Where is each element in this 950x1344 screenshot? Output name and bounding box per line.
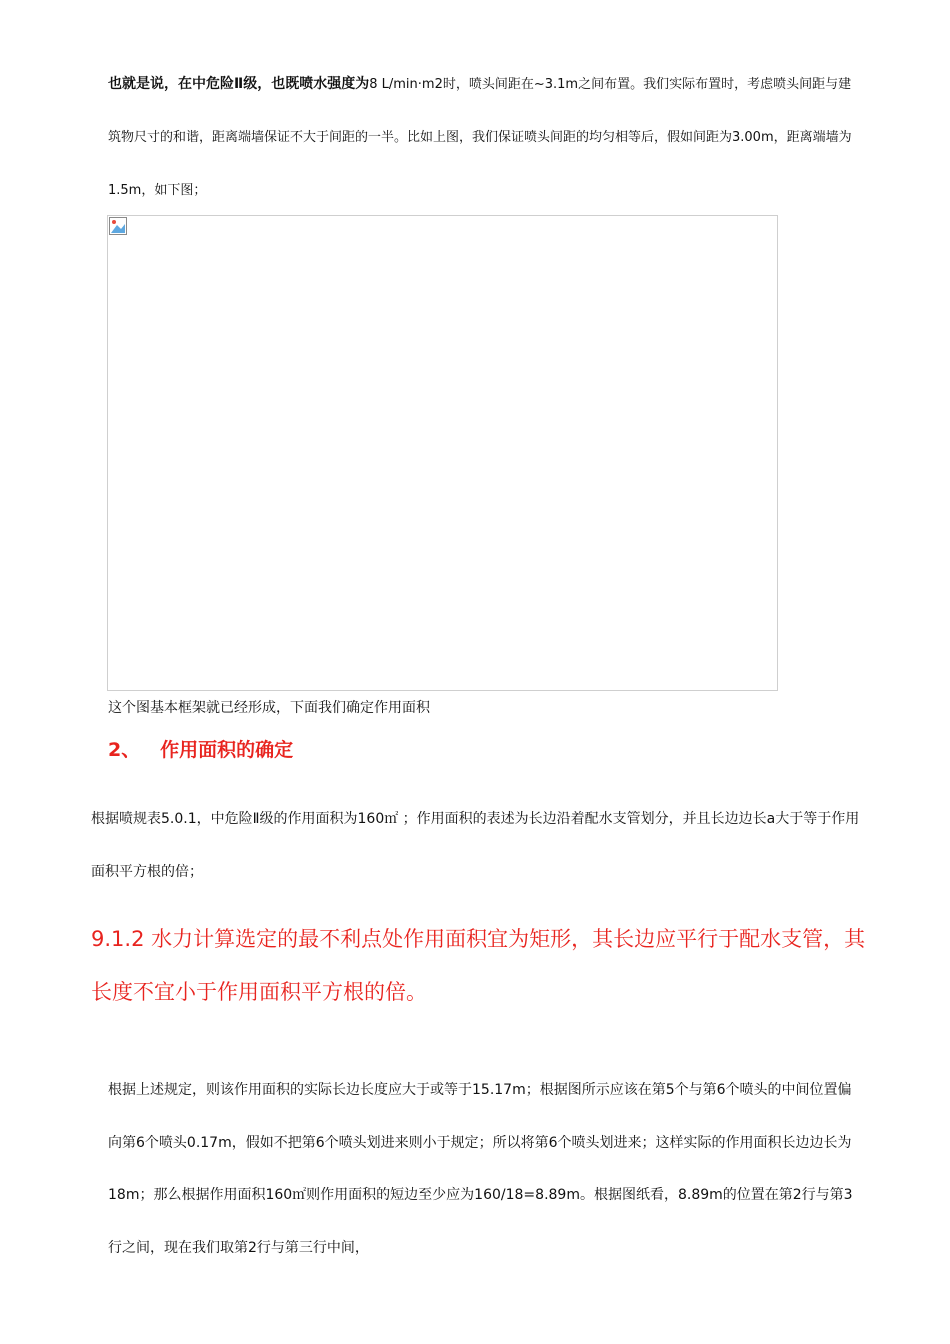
code-clause: 9.1.2 水力计算选定的最不利点处作用面积宜为矩形，其长边应平行于配水支管，其长度不宜小于作用面积平方根的倍。 (91, 927, 866, 1004)
section-heading: 2、 作用面积的确定 (108, 739, 294, 761)
broken-image-icon (109, 217, 127, 235)
paragraph-intro-lead: 也就是说，在中危险Ⅱ级，也既喷水强度为 (108, 76, 370, 92)
paragraph-intro-body: 8 L/min·m2时，喷头间距在~3.1m之间布置。我们实际布置时，考虑喷头间距与建筑物尺寸的和谐，距离端墙保证不大于间距的一半。比如上图，我们保证喷头间距的均匀相等后，假如间距为3.00m，距离端墙为1.5m，如下图； (108, 77, 852, 198)
image-caption: 这个图基本框架就已经形成，下面我们确定作用面积 (108, 700, 430, 716)
paragraph-area-rule: 根据喷规表5.0.1，中危险Ⅱ级的作用面积为160㎡ ；作用面积的表述为长边沿着配水支管划分，并且长边边长a大于等于作用面积平方根的倍； (91, 811, 860, 880)
paragraph-intro (108, 58, 863, 217)
paragraph-calculation: 根据上述规定，则该作用面积的实际长边长度应大于或等于15.17m；根据图所示应该在第5个与第6个喷头的中间位置偏向第6个喷头0.17m，假如不把第6个喷头划进来则小于规定；所以将第6个喷头划进来；这样实际的作用面积长边边长为18m；那么根据作用面积160㎡则作用面积的短边至少应为160/18=8.89m。根据图纸看，8.89m的位置在第2行与第3行之间，现在我们取第2行与第三行中间， (108, 1082, 853, 1256)
broken-image-frame (107, 215, 778, 691)
